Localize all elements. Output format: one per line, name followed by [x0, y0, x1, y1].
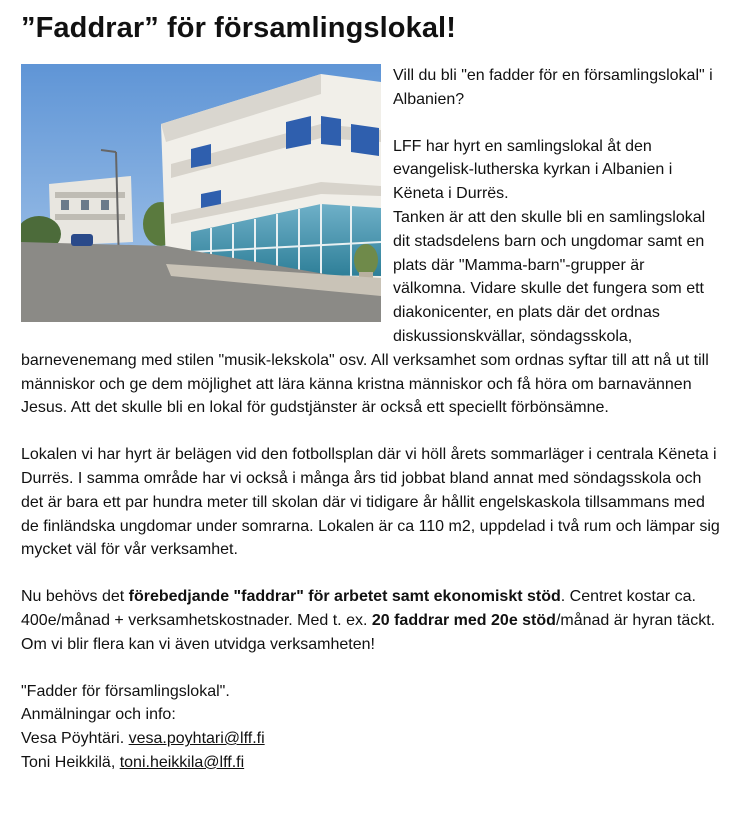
paragraph-4	[21, 585, 721, 656]
contact-line-2: Anmälningar och info:	[21, 706, 176, 724]
contact-toni	[21, 751, 721, 775]
article-title: ”Faddrar” för församlingslokal!	[21, 12, 456, 44]
intro-paragraph: Vill du bli "en fadder för en församlingslokal" i Albanien?	[393, 67, 713, 108]
p4-bold-1: förebedjande "faddrar" för arbetet samt ekonomiskt stöd	[128, 588, 561, 606]
building-photo-image	[21, 64, 381, 322]
building-photo	[21, 64, 381, 322]
p4-text-2: . Centret kostar ca. 400e/månad + verksamhetskostnader. Med t. ex.	[21, 588, 696, 629]
contact-line-1: "Fadder för församlingslokal".	[21, 682, 230, 700]
p4-bold-2: 20 faddrar med 20e stöd	[371, 611, 556, 629]
contact-name-2: Toni Heikkilä,	[21, 753, 120, 771]
paragraph-2b: Tanken är att den skulle bli en samlingslokal dit stadsdelens barn och ungdomar samt en plats där "Mamma-barn"-grupper är välkomna. Vidare skulle det fungera som ett diakonicenter, en plats där det ordnas diskussionskvällar, söndagsskola, barnevenemang med stilen "musik-lekskola" osv. All verksamhet som ordnas syftar till att nå ut till människor och ge dem möjlighet att lära känna kristna människor och få höra om barnavännen Jesus. Att det skulle bli en lokal för gudstjänster är också ett speciellt förbönsämne.	[21, 208, 709, 417]
p4-text-3: /månad är hyran täckt. Om vi blir flera kan vi även utvidga verksamheten!	[21, 611, 716, 653]
paragraph-3: Lokalen vi har hyrt är belägen vid den fotbollsplan där vi höll årets sommarläger i centrala Këneta i Durrës. I samma område har vi också i många års tid jobbat bland annat med söndagsskola och det är bara ett par hundra meter till skolan där vi tidigare år hållit engelskaskola tillsammans med de finländska ungdomar under somrarna. Lokalen är ca 110 m2, uppdelad i två rum och lämpar sig mycket väl för vår verksamhet.	[21, 446, 720, 559]
contact-block	[21, 680, 721, 775]
p4-text-1: Nu behövs det	[21, 588, 129, 606]
email-link-vesa[interactable]: vesa.poyhtari@lff.fi	[128, 730, 265, 748]
contact-name-1: Vesa Pöyhtäri.	[21, 730, 129, 748]
article	[21, 8, 721, 775]
contact-vesa	[21, 727, 721, 751]
email-link-toni[interactable]: toni.heikkila@lff.fi	[119, 753, 245, 771]
paragraph-2a: LFF har hyrt en samlingslokal åt den evangelisk-lutherska kyrkan i Albanien i Këneta i Durrës.	[393, 137, 673, 203]
